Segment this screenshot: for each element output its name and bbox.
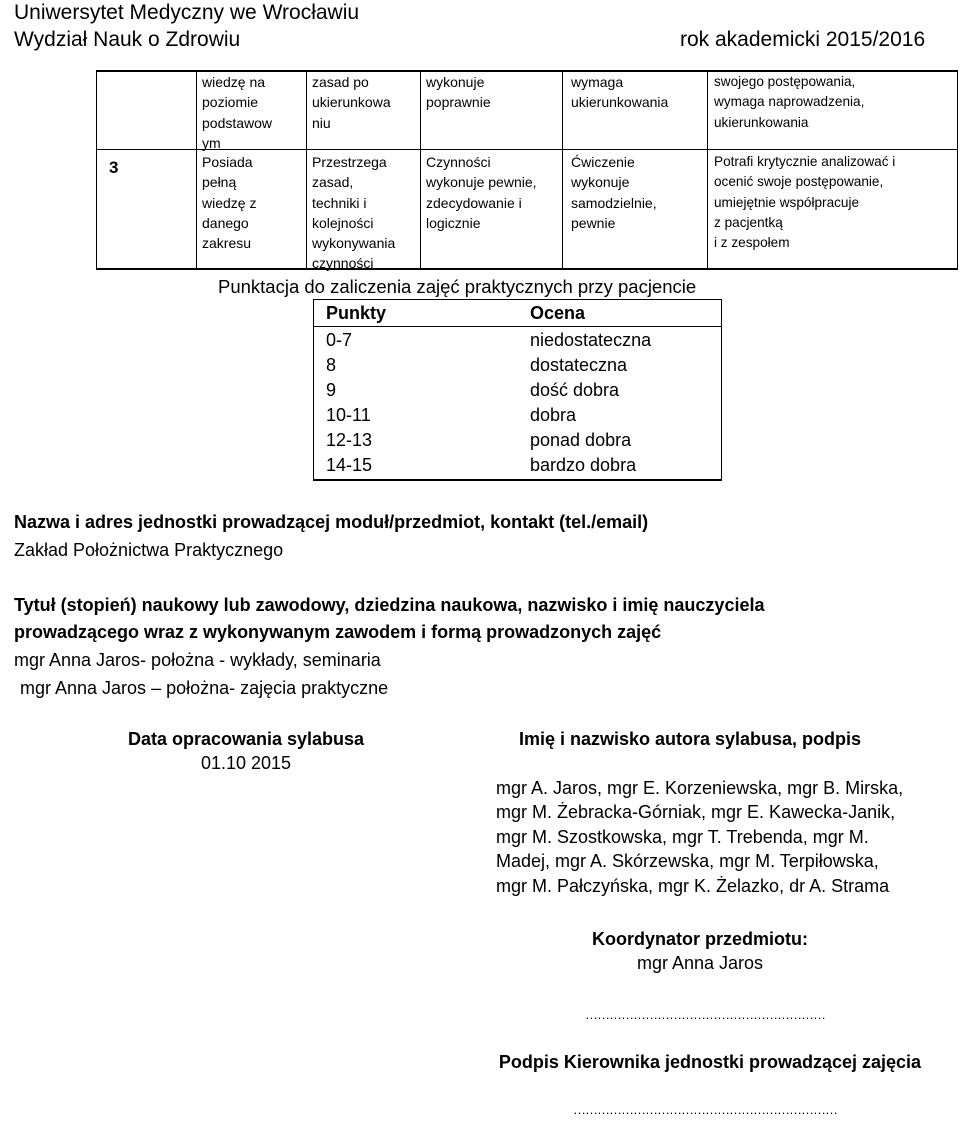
scoring-table [313,299,722,481]
cell-conduct-guided [714,72,954,133]
col-divider [420,70,421,270]
author-line: mgr M. Pałczyńska, mgr K. Żelazko, dr A. Strama [496,875,890,896]
cell-line: Czynności [426,154,491,170]
table-row [314,378,721,403]
teacher-heading-line1: Tytuł (stopień) naukowy lub zawodowy, dziedzina naukowa, nazwisko i imię nauczyciela [14,595,765,615]
table-row [314,353,721,378]
cell-knowledge-basic [202,72,300,153]
teacher-heading-line2: prowadzącego wraz z wykonywanym zawodem i formą prowadzonych zajęć [14,622,662,642]
cell-line: wykonuje [426,74,485,90]
author-line: Madej, mgr A. Skórzewska, mgr M. Terpiłowska, [496,851,879,872]
col-divider [707,70,708,270]
points-header: Punkty [326,303,387,323]
cell-independent [571,152,706,233]
cell-line: Ćwiczenie [571,154,635,170]
grade-cell: ponad dobra [530,430,632,450]
signature-line: …………………………………………………… [585,1007,825,1022]
cell-line: zasad, [312,174,354,191]
cell-line: wykonywania [312,235,396,252]
cell-line: wykonuje [571,174,630,191]
cell-knowledge-full [202,152,300,253]
cell-line: umiejętnie współpracuje [714,194,860,210]
cell-line: wiedzę na [202,74,266,90]
grade-cell: bardzo dobra [530,455,637,475]
col-divider [196,70,197,270]
col-divider [957,70,958,270]
cell-line: wiedzę z [202,194,257,211]
cell-line: Potrafi krytycznie analizować i [714,154,896,169]
points-cell: 0-7 [326,330,353,350]
faculty-name: Wydział Nauk o Zdrowiu [14,28,241,51]
author-line: mgr M. Żebracka-Górniak, mgr E. Kawecka-Janik, [496,802,896,823]
cell-line: poprawnie [426,94,491,111]
row-number: 3 [109,158,119,177]
cell-line: i z zespołem [714,235,790,251]
head-signature-line: ………………………………………………………… [573,1102,837,1117]
cell-needs-guidance [571,72,706,113]
grade-cell: dość dobra [530,380,620,400]
cell-line: ukierunkowania [714,114,809,130]
col-divider [96,70,97,270]
cell-line: ukierunkowa [312,94,391,111]
unit-name: Zakład Położnictwa Praktycznego [14,540,284,560]
teacher-line2: mgr Anna Jaros – położna- zajęcia praktyczne [20,678,389,698]
grade-header: Ocena [530,303,586,323]
cell-line: zdecydowanie i [426,194,522,211]
table-row [314,453,721,478]
cell-rules-guided [312,72,416,133]
cell-line: podstawow [202,114,273,131]
points-cell: 8 [326,355,337,375]
points-cell: 9 [326,380,337,400]
header-divider [314,326,721,327]
cell-line: Przestrzega [312,154,387,170]
cell-performs-confidently [426,152,566,233]
points-cell: 12-13 [326,430,373,450]
scoring-title: Punktacja do zaliczenia zajęć praktycznych przy pacjencie [218,276,697,297]
grade-cell: niedostateczna [530,330,652,350]
cell-line: ukierunkowania [571,94,669,111]
cell-rules-followed [312,152,416,274]
cell-line: pewnie [571,214,616,231]
cell-line: kolejności [312,214,374,231]
authors-list [496,776,903,898]
cell-line: danego [202,214,249,231]
cell-line: ocenić swoje postępowanie, [714,174,884,190]
date-value: 01.10 2015 [200,753,292,773]
head-signature-label: Podpis Kierownika jednostki prowadzącej zajęcia [498,1052,922,1072]
author-line: mgr M. Szostkowska, mgr T. Trebenda, mgr M. [496,826,869,847]
cell-line: samodzielnie, [571,194,657,211]
cell-line: swojego postępowania, [714,74,856,89]
criteria-table [96,70,958,270]
table-row [314,428,721,453]
academic-year: rok akademicki 2015/2016 [680,28,926,51]
university-name: Uniwersytet Medyczny we Wrocławiu [14,1,360,24]
cell-line: pełną [202,174,237,191]
teacher-line1: mgr Anna Jaros- położna - wykłady, seminaria [14,650,381,670]
cell-line: techniki i [312,194,367,211]
cell-performs-correctly [426,72,566,113]
table-row [314,328,721,353]
cell-line: wymaga [571,74,624,90]
cell-line: wymaga naprowadzenia, [714,94,865,110]
cell-line: niu [312,114,331,131]
cell-line: z pacjentką [714,214,783,230]
unit-heading: Nazwa i adres jednostki prowadzącej moduł/przedmiot, kontakt (tel./email) [14,512,649,532]
table-bottom-border [96,268,958,270]
grade-cell: dobra [530,405,577,425]
points-cell: 14-15 [326,455,373,475]
grade-cell: dostateczna [530,355,628,375]
cell-line: logicznie [426,214,481,231]
scoring-header-row [314,301,721,326]
cell-line: Posiada [202,154,253,170]
col-divider [306,70,307,270]
cell-line: ym [202,134,221,151]
cell-line: zakresu [202,235,252,252]
cell-line: zasad po [312,74,369,90]
cell-line: czynności [312,255,374,272]
coordinator-label: Koordynator przedmiotu: [592,929,808,949]
coordinator-name: mgr Anna Jaros [636,953,764,973]
points-cell: 10-11 [326,405,371,425]
author-line: mgr A. Jaros, mgr E. Korzeniewska, mgr B. Mirska, [496,778,904,798]
cell-line: poziomie [202,94,259,111]
author-label: Imię i nazwisko autora sylabusa, podpis [518,729,862,749]
table-row [314,403,721,428]
date-label: Data opracowania sylabusa [127,729,365,749]
cell-critical-analysis [714,152,954,253]
cell-line: wykonuje pewnie, [426,174,537,191]
